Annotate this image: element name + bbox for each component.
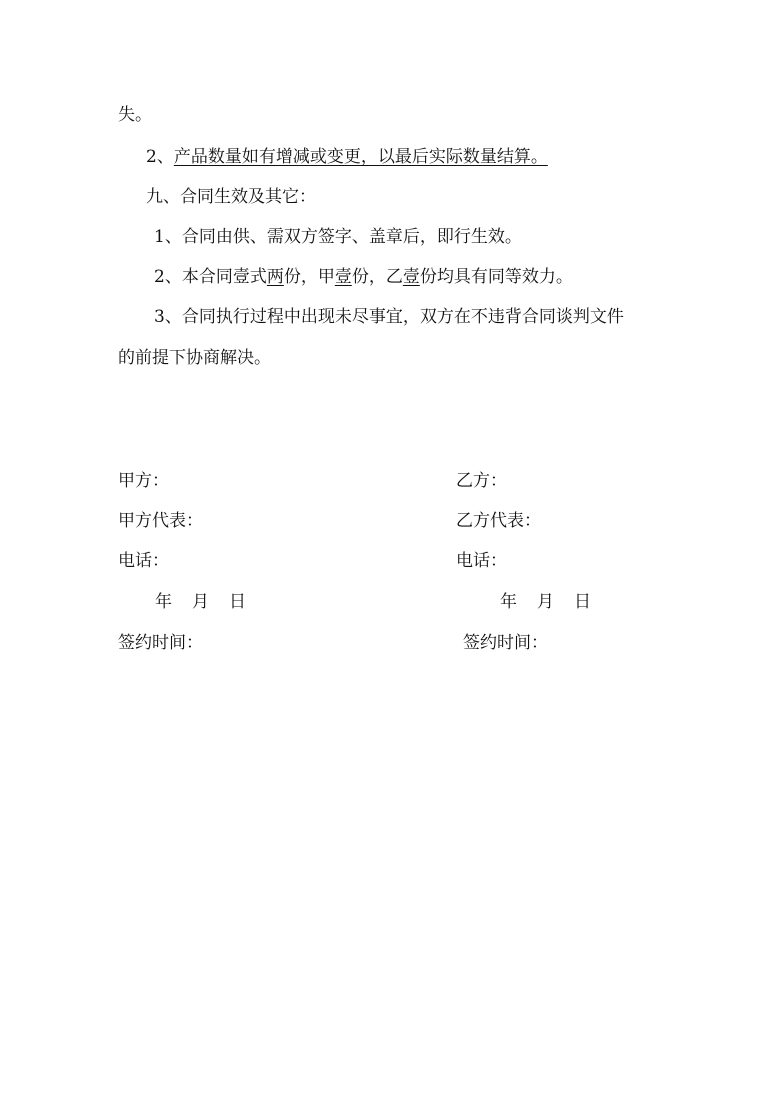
party-a-date: [155, 591, 246, 613]
party-b-signing-time-label: 签约时间：: [463, 633, 548, 653]
party-a-label: 甲方：: [118, 471, 169, 491]
copies-text-a: 2、本合同壹式: [154, 267, 267, 287]
month-label: 月: [192, 592, 209, 612]
copies-text-c: 份，甲: [283, 267, 335, 287]
section-9-heading: 九、合同生效及其它：: [146, 187, 316, 207]
day-label: 日: [574, 592, 591, 612]
section-9-item-3: 3、合同执行过程中出现未尽事宜，双方在不违背合同谈判文件: [154, 307, 624, 327]
copies-total: 两: [266, 267, 284, 287]
copies-party-b: 壹: [402, 267, 420, 287]
party-b-representative-label: 乙方代表：: [456, 511, 541, 531]
party-b-phone-label: 电话：: [456, 551, 507, 571]
section-9-item-2: [154, 266, 573, 288]
copies-text-e: 份，乙: [351, 267, 403, 287]
party-a-representative-label: 甲方代表：: [118, 511, 203, 531]
copies-text-g: 份均具有同等效力。: [419, 267, 573, 287]
party-a-signing-time-label: 签约时间：: [118, 633, 203, 653]
clause-item-2: [146, 146, 548, 168]
section-9-item-1: 1、合同由供、需双方签字、盖章后，即行生效。: [154, 227, 522, 247]
year-label: 年: [500, 592, 517, 612]
month-label: 月: [537, 592, 554, 612]
section-9-item-3-continued: 的前提下协商解决。: [118, 348, 271, 368]
party-b-label: 乙方：: [456, 471, 507, 491]
copies-party-a: 壹: [334, 267, 352, 287]
day-label: 日: [229, 592, 246, 612]
party-b-date: [500, 591, 591, 613]
clause-item-2-number: 2、: [146, 147, 174, 167]
year-label: 年: [155, 592, 172, 612]
clause-item-2-text: 产品数量如有增减或变更，以最后实际数量结算。: [173, 147, 548, 167]
clause-continuation: 失。: [118, 105, 152, 125]
party-a-phone-label: 电话：: [118, 551, 169, 571]
